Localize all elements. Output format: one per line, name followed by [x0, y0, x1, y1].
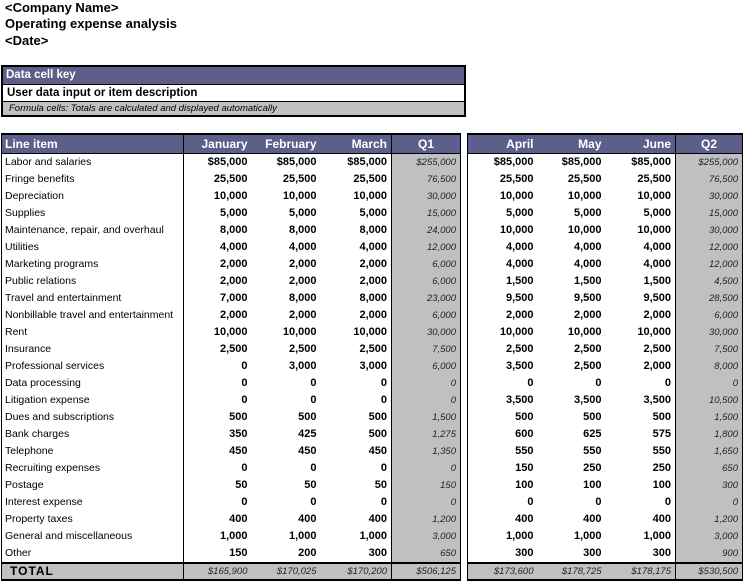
cell-february[interactable]: 2,000 [288, 309, 317, 321]
cell-march[interactable]: 3,000 [359, 360, 387, 372]
column-gap [461, 392, 468, 409]
cell-february[interactable]: 10,000 [282, 190, 317, 202]
column-gap [461, 426, 468, 443]
cell-march[interactable]: 2,000 [359, 258, 387, 270]
table-row [2, 188, 743, 205]
column-gap [461, 307, 468, 324]
row-label[interactable]: Insurance [2, 341, 184, 358]
cell-april[interactable]: 3,500 [468, 358, 538, 375]
cell-q2[interactable]: 900 [676, 545, 743, 563]
column-gap [461, 528, 468, 545]
cell-q1[interactable]: 6,000 [392, 307, 461, 324]
table-row [2, 409, 743, 426]
cell-january[interactable]: 0 [184, 494, 252, 511]
cell-q1[interactable]: 1,200 [392, 511, 461, 528]
cell-june[interactable]: 1,000 [643, 530, 671, 542]
cell-q2[interactable]: 12,000 [676, 239, 743, 256]
cell-march[interactable]: 0 [380, 394, 387, 406]
cell-march[interactable]: 4,000 [359, 241, 387, 253]
cell-q2[interactable]: 650 [676, 460, 743, 477]
cell-january[interactable]: 500 [184, 409, 252, 426]
row-label[interactable]: Property taxes [2, 511, 184, 528]
cell-february[interactable]: 2,500 [288, 343, 317, 355]
report-title: Operating expense analysis [5, 16, 177, 31]
table-row [2, 528, 743, 545]
cell-march[interactable]: 0 [380, 462, 387, 474]
cell-january[interactable]: 2,000 [184, 273, 252, 290]
cell-april[interactable]: 0 [468, 375, 538, 392]
table-row [2, 426, 743, 443]
cell-april[interactable]: 9,500 [468, 290, 538, 307]
cell-april[interactable]: 0 [468, 494, 538, 511]
cell-february[interactable]: 200 [298, 547, 317, 559]
cell-may[interactable]: 1,500 [573, 275, 602, 287]
cell-june[interactable]: 0 [664, 496, 671, 508]
expense-table [1, 133, 742, 581]
cell-march[interactable]: 0 [380, 496, 387, 508]
cell-april[interactable]: 4,000 [468, 256, 538, 273]
cell-january[interactable]: 150 [184, 545, 252, 563]
cell-january[interactable]: 2,000 [184, 256, 252, 273]
cell-may[interactable]: 625 [583, 428, 602, 440]
cell-q1[interactable]: 0 [392, 392, 461, 409]
table-header-row [2, 134, 743, 154]
cell-january[interactable]: 450 [184, 443, 252, 460]
table-row [2, 256, 743, 273]
cell-june[interactable]: 575 [652, 428, 671, 440]
cell-q1[interactable]: 76,500 [392, 171, 461, 188]
total-q2[interactable]: $530,500 [676, 563, 743, 580]
cell-march[interactable]: $85,000 [347, 156, 387, 168]
cell-q2[interactable]: 10,500 [676, 392, 743, 409]
cell-march[interactable]: 5,000 [359, 207, 387, 219]
row-label[interactable]: Dues and subscriptions [2, 409, 184, 426]
total-april[interactable]: $173,600 [468, 563, 538, 580]
cell-q2[interactable]: 6,000 [676, 307, 743, 324]
cell-june[interactable]: 100 [652, 479, 671, 491]
cell-may[interactable]: 4,000 [573, 258, 602, 270]
col-header-line-item[interactable]: Line item [2, 134, 184, 154]
row-label[interactable]: Labor and salaries [2, 154, 184, 172]
cell-february[interactable]: 3,000 [288, 360, 317, 372]
row-label[interactable]: Depreciation [2, 188, 184, 205]
row-label[interactable]: Marketing programs [2, 256, 184, 273]
table-row [2, 460, 743, 477]
cell-april[interactable]: 10,000 [468, 222, 538, 239]
cell-q1[interactable]: 6,000 [392, 358, 461, 375]
table-row [2, 154, 743, 172]
col-header-march[interactable]: March [321, 134, 392, 154]
row-label[interactable]: Rent [2, 324, 184, 341]
row-label[interactable]: Interest expense [2, 494, 184, 511]
cell-february[interactable]: 0 [310, 496, 317, 508]
cell-may[interactable]: 4,000 [573, 241, 602, 253]
col-header-june[interactable]: June [606, 134, 676, 154]
row-label[interactable]: Other [2, 545, 184, 563]
row-label[interactable]: General and miscellaneous [2, 528, 184, 545]
column-gap [461, 375, 468, 392]
table-row [2, 545, 743, 563]
cell-january[interactable]: 5,000 [184, 205, 252, 222]
col-header-may[interactable]: May [538, 134, 606, 154]
table-row [2, 205, 743, 222]
row-label[interactable]: Nonbillable travel and entertainment [2, 307, 184, 324]
cell-q1[interactable]: 650 [392, 545, 461, 563]
cell-q2[interactable]: 8,000 [676, 358, 743, 375]
cell-march[interactable]: 2,000 [359, 309, 387, 321]
row-label[interactable]: Public relations [2, 273, 184, 290]
cell-q2[interactable]: 1,800 [676, 426, 743, 443]
total-may[interactable]: $178,725 [538, 563, 606, 580]
cell-april[interactable]: 2,500 [468, 341, 538, 358]
table-row [2, 239, 743, 256]
column-gap [461, 171, 468, 188]
total-label[interactable]: TOTAL [2, 563, 184, 580]
cell-may[interactable]: 400 [583, 513, 602, 525]
col-header-january[interactable]: January [184, 134, 252, 154]
cell-january[interactable]: 25,500 [184, 171, 252, 188]
table-row [2, 392, 743, 409]
cell-february[interactable]: 2,000 [288, 258, 317, 270]
cell-q2[interactable]: 15,000 [676, 205, 743, 222]
data-cell-key [1, 65, 466, 117]
cell-march[interactable]: 1,000 [359, 530, 387, 542]
table-row [2, 171, 743, 188]
total-row [2, 563, 743, 580]
cell-june[interactable]: 0 [664, 377, 671, 389]
total-q1[interactable]: $506,125 [392, 563, 461, 580]
cell-may[interactable]: 300 [583, 547, 602, 559]
cell-february[interactable]: 8,000 [288, 292, 317, 304]
cell-may[interactable]: 0 [595, 496, 602, 508]
cell-april[interactable]: 500 [468, 409, 538, 426]
row-label[interactable]: Litigation expense [2, 392, 184, 409]
cell-march[interactable]: 2,000 [359, 275, 387, 287]
row-label[interactable]: Postage [2, 477, 184, 494]
cell-april[interactable]: 2,000 [468, 307, 538, 324]
cell-q1[interactable]: 0 [392, 375, 461, 392]
cell-q2[interactable]: 0 [676, 375, 743, 392]
cell-q2[interactable]: 30,000 [676, 222, 743, 239]
report-date: <Date> [5, 33, 49, 48]
column-gap [461, 256, 468, 273]
cell-q2[interactable]: 1,650 [676, 443, 743, 460]
cell-january[interactable]: 0 [184, 375, 252, 392]
total-june[interactable]: $178,175 [606, 563, 676, 580]
cell-may[interactable]: 100 [583, 479, 602, 491]
cell-april[interactable]: 10,000 [468, 188, 538, 205]
cell-q1[interactable]: 30,000 [392, 188, 461, 205]
cell-may[interactable]: 3,500 [573, 394, 602, 406]
cell-q1[interactable]: 1,350 [392, 443, 461, 460]
row-label[interactable]: Maintenance, repair, and overhaul [2, 222, 184, 239]
row-label[interactable]: Recruiting expenses [2, 460, 184, 477]
cell-january[interactable]: 2,000 [184, 307, 252, 324]
row-label[interactable]: Travel and entertainment [2, 290, 184, 307]
cell-may[interactable]: 5,000 [573, 207, 602, 219]
table-row [2, 358, 743, 375]
cell-may[interactable]: 10,000 [567, 190, 602, 202]
cell-april[interactable]: 400 [468, 511, 538, 528]
cell-q2[interactable]: $255,000 [676, 154, 743, 172]
key-input-cell[interactable]: User data input or item description [3, 85, 464, 102]
cell-march[interactable]: 0 [380, 377, 387, 389]
cell-february[interactable]: 50 [304, 479, 317, 491]
cell-june[interactable]: 10,000 [637, 190, 671, 202]
column-gap [461, 358, 468, 375]
cell-june[interactable]: 5,000 [643, 207, 671, 219]
cell-may[interactable]: 0 [595, 377, 602, 389]
cell-march[interactable]: 2,500 [359, 343, 387, 355]
cell-january[interactable]: 10,000 [184, 324, 252, 341]
table-row [2, 307, 743, 324]
cell-may[interactable]: 2,500 [573, 343, 602, 355]
cell-march[interactable]: 400 [368, 513, 387, 525]
column-gap [461, 443, 468, 460]
cell-march[interactable]: 8,000 [359, 292, 387, 304]
column-gap [461, 205, 468, 222]
table-row [2, 443, 743, 460]
cell-january[interactable]: 2,500 [184, 341, 252, 358]
cell-june[interactable]: 10,000 [637, 326, 671, 338]
total-march[interactable]: $170,200 [321, 563, 392, 580]
cell-february[interactable]: 25,500 [282, 173, 317, 185]
cell-q1[interactable]: 1,275 [392, 426, 461, 443]
cell-may[interactable]: 2,500 [573, 360, 602, 372]
cell-january[interactable]: 0 [184, 392, 252, 409]
col-header-february[interactable]: February [252, 134, 321, 154]
cell-june[interactable]: 9,500 [643, 292, 671, 304]
cell-january[interactable]: 400 [184, 511, 252, 528]
cell-april[interactable]: $85,000 [468, 154, 538, 172]
row-label[interactable]: Professional services [2, 358, 184, 375]
cell-q1[interactable]: 23,000 [392, 290, 461, 307]
cell-q1[interactable]: 30,000 [392, 324, 461, 341]
cell-january[interactable]: 1,000 [184, 528, 252, 545]
cell-february[interactable]: 1,000 [288, 530, 317, 542]
cell-q1[interactable]: 0 [392, 494, 461, 511]
cell-march[interactable]: 300 [368, 547, 387, 559]
cell-q1[interactable]: 6,000 [392, 256, 461, 273]
table-row [2, 290, 743, 307]
total-february[interactable]: $170,025 [252, 563, 321, 580]
cell-april[interactable]: 100 [468, 477, 538, 494]
cell-q2[interactable]: 7,500 [676, 341, 743, 358]
cell-march[interactable]: 500 [368, 411, 387, 423]
table-row [2, 494, 743, 511]
cell-february[interactable]: 8,000 [288, 224, 317, 236]
cell-march[interactable]: 450 [368, 445, 387, 457]
row-label[interactable]: Supplies [2, 205, 184, 222]
cell-february[interactable]: 4,000 [288, 241, 317, 253]
column-gap [461, 290, 468, 307]
cell-june[interactable]: 2,000 [643, 309, 671, 321]
cell-january[interactable]: 0 [184, 358, 252, 375]
cell-may[interactable]: 550 [583, 445, 602, 457]
cell-march[interactable]: 50 [374, 479, 387, 491]
cell-q1[interactable]: 1,500 [392, 409, 461, 426]
cell-january[interactable]: 0 [184, 460, 252, 477]
column-gap [461, 477, 468, 494]
column-gap [461, 511, 468, 528]
cell-february[interactable]: 400 [298, 513, 317, 525]
cell-april[interactable]: 25,500 [468, 171, 538, 188]
cell-q2[interactable]: 76,500 [676, 171, 743, 188]
cell-may[interactable]: 250 [583, 462, 602, 474]
cell-june[interactable]: 3,500 [643, 394, 671, 406]
column-gap [461, 324, 468, 341]
cell-april[interactable]: 1,500 [468, 273, 538, 290]
row-label[interactable]: Data processing [2, 375, 184, 392]
cell-q2[interactable]: 300 [676, 477, 743, 494]
cell-february[interactable]: 0 [310, 394, 317, 406]
cell-q2[interactable]: 1,500 [676, 409, 743, 426]
table-row [2, 375, 743, 392]
cell-may[interactable]: 1,000 [573, 530, 602, 542]
cell-june[interactable]: 25,500 [637, 173, 671, 185]
cell-april[interactable]: 150 [468, 460, 538, 477]
cell-june[interactable]: 4,000 [643, 241, 671, 253]
cell-january[interactable]: 10,000 [184, 188, 252, 205]
cell-q2[interactable]: 12,000 [676, 256, 743, 273]
column-gap [461, 134, 468, 154]
cell-june[interactable]: 4,000 [643, 258, 671, 270]
cell-may[interactable]: 10,000 [567, 326, 602, 338]
cell-february[interactable]: 2,000 [288, 275, 317, 287]
cell-q1[interactable]: 15,000 [392, 205, 461, 222]
table-row [2, 511, 743, 528]
cell-q2[interactable]: 30,000 [676, 188, 743, 205]
cell-january[interactable]: 50 [184, 477, 252, 494]
cell-june[interactable]: 2,500 [643, 343, 671, 355]
cell-may[interactable]: 25,500 [567, 173, 602, 185]
cell-q1[interactable]: 24,000 [392, 222, 461, 239]
cell-february[interactable]: 0 [310, 377, 317, 389]
cell-june[interactable]: 300 [652, 547, 671, 559]
cell-march[interactable]: 8,000 [359, 224, 387, 236]
cell-q2[interactable]: 0 [676, 494, 743, 511]
key-title: Data cell key [3, 67, 464, 85]
cell-june[interactable]: 250 [652, 462, 671, 474]
column-gap [461, 154, 468, 172]
cell-february[interactable]: 5,000 [288, 207, 317, 219]
column-gap [461, 239, 468, 256]
cell-may[interactable]: 500 [583, 411, 602, 423]
col-header-april[interactable]: April [468, 134, 538, 154]
company-name: <Company Name> [5, 0, 119, 15]
cell-june[interactable]: 10,000 [637, 224, 671, 236]
cell-june[interactable]: 500 [652, 411, 671, 423]
column-gap [461, 341, 468, 358]
cell-q1[interactable]: 12,000 [392, 239, 461, 256]
cell-april[interactable]: 4,000 [468, 239, 538, 256]
cell-february[interactable]: 10,000 [282, 326, 317, 338]
cell-q1[interactable]: 0 [392, 460, 461, 477]
cell-june[interactable]: 400 [652, 513, 671, 525]
column-gap [461, 188, 468, 205]
column-gap [461, 460, 468, 477]
cell-q1[interactable]: 7,500 [392, 341, 461, 358]
cell-q2[interactable]: 3,000 [676, 528, 743, 545]
cell-march[interactable]: 500 [368, 428, 387, 440]
cell-may[interactable]: 2,000 [573, 309, 602, 321]
cell-march[interactable]: 25,500 [353, 173, 387, 185]
row-label[interactable]: Telephone [2, 443, 184, 460]
cell-q1[interactable]: 6,000 [392, 273, 461, 290]
column-gap [461, 222, 468, 239]
cell-may[interactable]: $85,000 [561, 156, 602, 168]
table-row [2, 477, 743, 494]
cell-june[interactable]: $85,000 [631, 156, 671, 168]
cell-june[interactable]: 550 [652, 445, 671, 457]
cell-q2[interactable]: 4,500 [676, 273, 743, 290]
cell-april[interactable]: 550 [468, 443, 538, 460]
col-header-q2[interactable]: Q2 [676, 134, 743, 154]
cell-april[interactable]: 10,000 [468, 324, 538, 341]
cell-q1[interactable]: 3,000 [392, 528, 461, 545]
row-label[interactable]: Bank charges [2, 426, 184, 443]
cell-q2[interactable]: 28,500 [676, 290, 743, 307]
table-row [2, 222, 743, 239]
table-row [2, 324, 743, 341]
cell-april[interactable]: 1,000 [468, 528, 538, 545]
cell-q1[interactable]: 150 [392, 477, 461, 494]
column-gap [461, 545, 468, 563]
cell-april[interactable]: 5,000 [468, 205, 538, 222]
cell-january[interactable]: 4,000 [184, 239, 252, 256]
cell-january[interactable]: 8,000 [184, 222, 252, 239]
cell-q1[interactable]: $255,000 [392, 154, 461, 172]
total-january[interactable]: $165,900 [184, 563, 252, 580]
cell-february[interactable]: 425 [298, 428, 317, 440]
cell-february[interactable]: 450 [298, 445, 317, 457]
cell-january[interactable]: 350 [184, 426, 252, 443]
row-label[interactable]: Utilities [2, 239, 184, 256]
cell-february[interactable]: 500 [298, 411, 317, 423]
column-gap [461, 563, 468, 580]
table-row [2, 273, 743, 290]
cell-january[interactable]: 7,000 [184, 290, 252, 307]
cell-june[interactable]: 2,000 [643, 360, 671, 372]
cell-april[interactable]: 3,500 [468, 392, 538, 409]
row-label[interactable]: Fringe benefits [2, 171, 184, 188]
cell-february[interactable]: 0 [310, 462, 317, 474]
table-row [2, 341, 743, 358]
cell-april[interactable]: 600 [468, 426, 538, 443]
cell-may[interactable]: 10,000 [567, 224, 602, 236]
cell-may[interactable]: 9,500 [573, 292, 602, 304]
cell-march[interactable]: 10,000 [353, 190, 387, 202]
column-gap [461, 273, 468, 290]
col-header-q1[interactable]: Q1 [392, 134, 461, 154]
cell-march[interactable]: 10,000 [353, 326, 387, 338]
column-gap [461, 494, 468, 511]
cell-january[interactable]: $85,000 [184, 154, 252, 172]
cell-april[interactable]: 300 [468, 545, 538, 563]
cell-june[interactable]: 1,500 [643, 275, 671, 287]
column-gap [461, 409, 468, 426]
cell-q2[interactable]: 30,000 [676, 324, 743, 341]
cell-q2[interactable]: 1,200 [676, 511, 743, 528]
cell-february[interactable]: $85,000 [276, 156, 317, 168]
key-formula-cell[interactable]: Formula cells: Totals are calculated and displayed automatically [3, 102, 464, 115]
